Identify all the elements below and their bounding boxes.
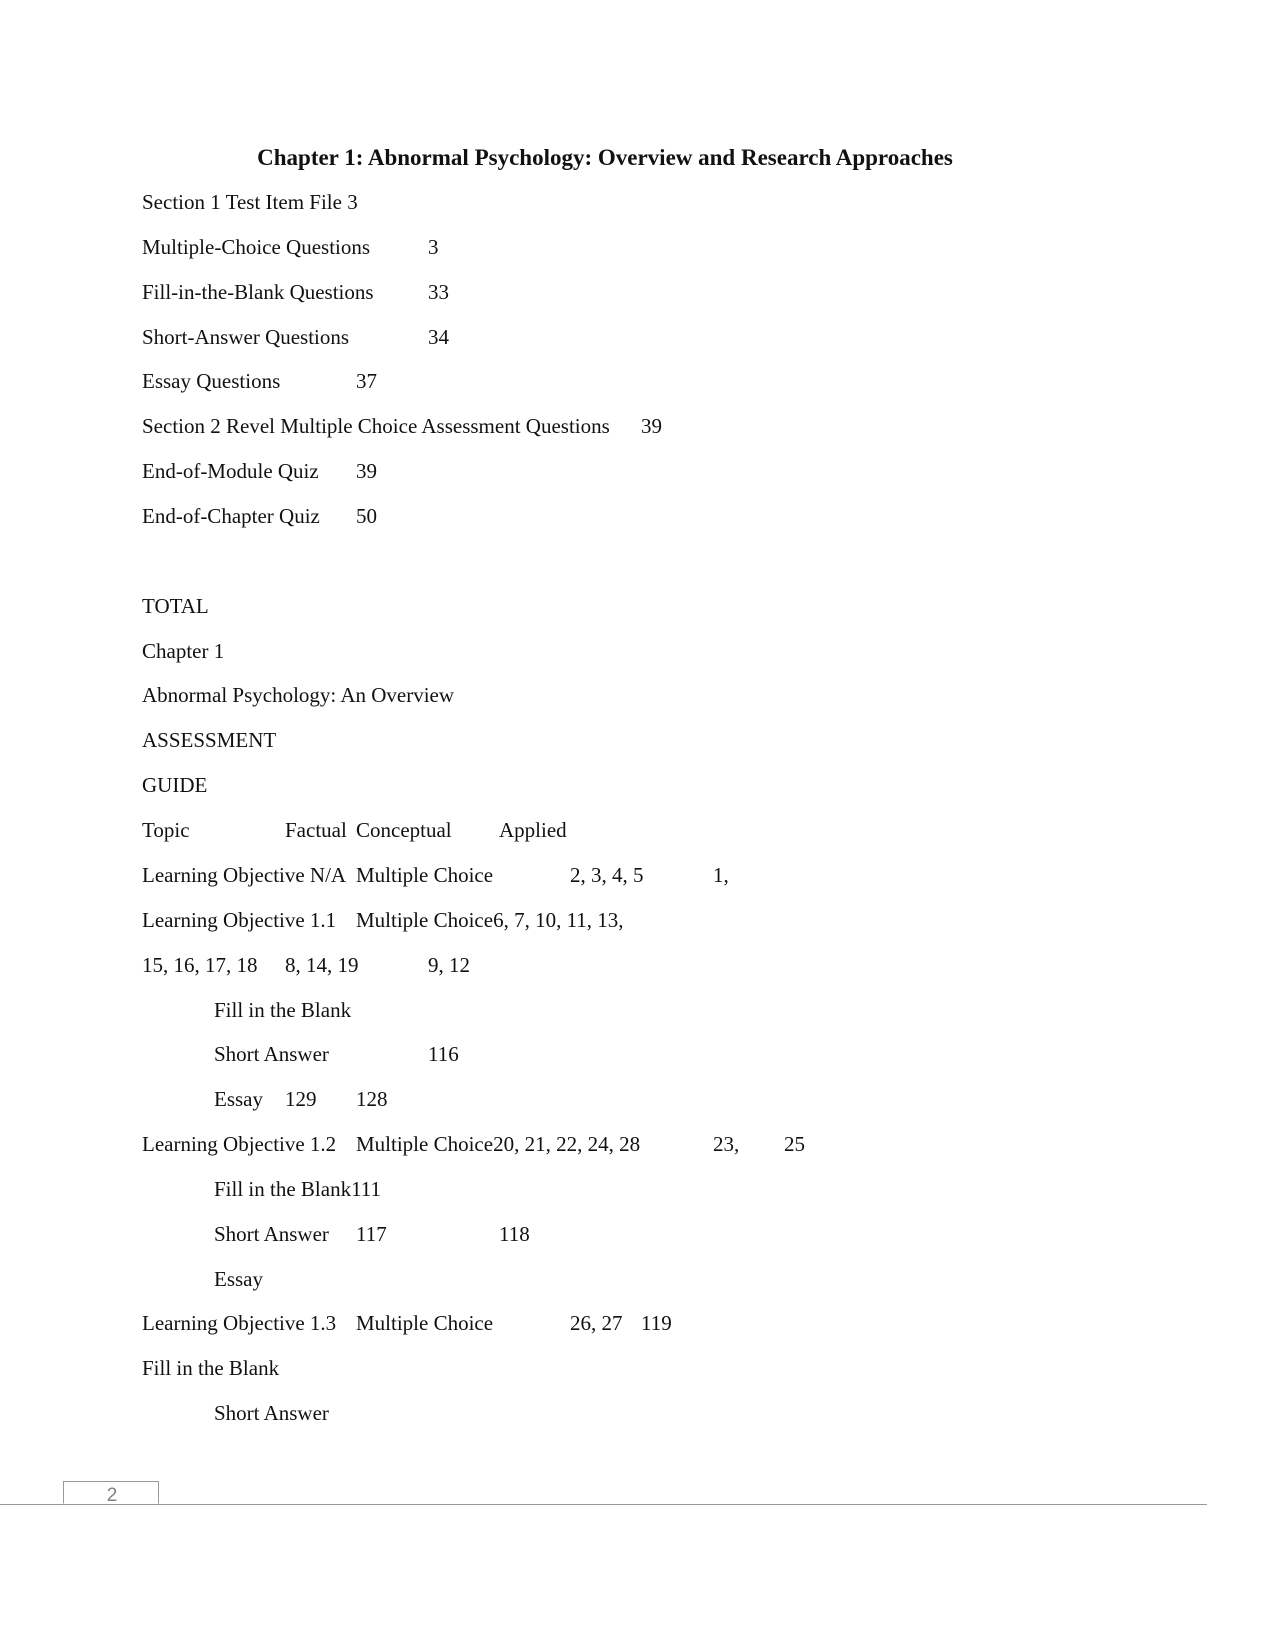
row-cell: 9, 12 [428, 953, 470, 977]
toc-page: 50 [356, 504, 377, 528]
heading-text: Abnormal Psychology: An Overview [142, 683, 455, 707]
row-cell: 8, 14, 19 [285, 953, 359, 977]
row-cell: 119 [641, 1311, 672, 1335]
heading-text: GUIDE [142, 773, 208, 797]
row-cell: 23, [713, 1132, 740, 1156]
row-cell: Essay [214, 1087, 263, 1111]
page-number: 2 [106, 1485, 118, 1506]
row-cell: 129 [285, 1087, 317, 1111]
toc-label: Multiple-Choice Questions [142, 235, 371, 259]
row-cell: Fill in the Blank111 [214, 1177, 382, 1201]
chapter-title: Chapter 1: Abnormal Psychology: Overview and Research Approaches [257, 145, 953, 170]
row-cell: Multiple Choice20, 21, 22, 24, 28 [356, 1132, 641, 1156]
row-cell: 116 [428, 1042, 459, 1066]
column-conceptual: Conceptual [356, 818, 452, 842]
row-cell: Learning Objective 1.2 [142, 1132, 337, 1156]
toc-page: 37 [356, 369, 377, 393]
toc-label: Short-Answer Questions [142, 325, 350, 349]
column-applied: Applied [499, 818, 567, 842]
footer-rule [0, 1504, 1207, 1505]
toc-label: End-of-Module Quiz [142, 459, 319, 483]
row-cell: 118 [499, 1222, 530, 1246]
column-factual: Factual [285, 818, 347, 842]
row-cell: Learning Objective 1.3 [142, 1311, 337, 1335]
row-cell: Multiple Choice [356, 863, 494, 887]
toc-page: 33 [428, 280, 449, 304]
row-cell: Short Answer [214, 1401, 329, 1425]
heading-text: ASSESSMENT [142, 728, 277, 752]
row-cell: Fill in the Blank [142, 1356, 280, 1380]
toc-label: Fill-in-the-Blank Questions [142, 280, 374, 304]
row-cell: Learning Objective N/A [142, 863, 347, 887]
row-cell: 26, 27 [570, 1311, 623, 1335]
column-topic: Topic [142, 818, 190, 842]
row-cell: Learning Objective 1.1 [142, 908, 337, 932]
row-cell: Multiple Choice6, 7, 10, 11, 13, [356, 908, 624, 932]
row-cell: Short Answer [214, 1222, 329, 1246]
row-cell: 128 [356, 1087, 388, 1111]
toc-page: 39 [356, 459, 377, 483]
row-cell: Essay [214, 1267, 263, 1291]
row-cell: Multiple Choice [356, 1311, 494, 1335]
row-cell: 117 [356, 1222, 387, 1246]
page-number-tab [63, 1481, 159, 1504]
row-cell: Fill in the Blank [214, 998, 352, 1022]
row-cell: 2, 3, 4, 5 [570, 863, 644, 887]
toc-label: Essay Questions [142, 369, 281, 393]
toc-label: Section 2 Revel Multiple Choice Assessment Questions [142, 414, 610, 438]
row-cell: Short Answer [214, 1042, 329, 1066]
row-cell: 15, 16, 17, 18 [142, 953, 258, 977]
heading-text: TOTAL [142, 594, 209, 618]
row-cell: 25 [784, 1132, 805, 1156]
toc-label: End-of-Chapter Quiz [142, 504, 320, 528]
toc-label: Section 1 Test Item File 3 [142, 190, 358, 214]
row-cell: 1, [713, 863, 729, 887]
heading-text: Chapter 1 [142, 639, 225, 663]
toc-page: 3 [428, 235, 439, 259]
toc-page: 39 [641, 414, 662, 438]
toc-page: 34 [428, 325, 449, 349]
